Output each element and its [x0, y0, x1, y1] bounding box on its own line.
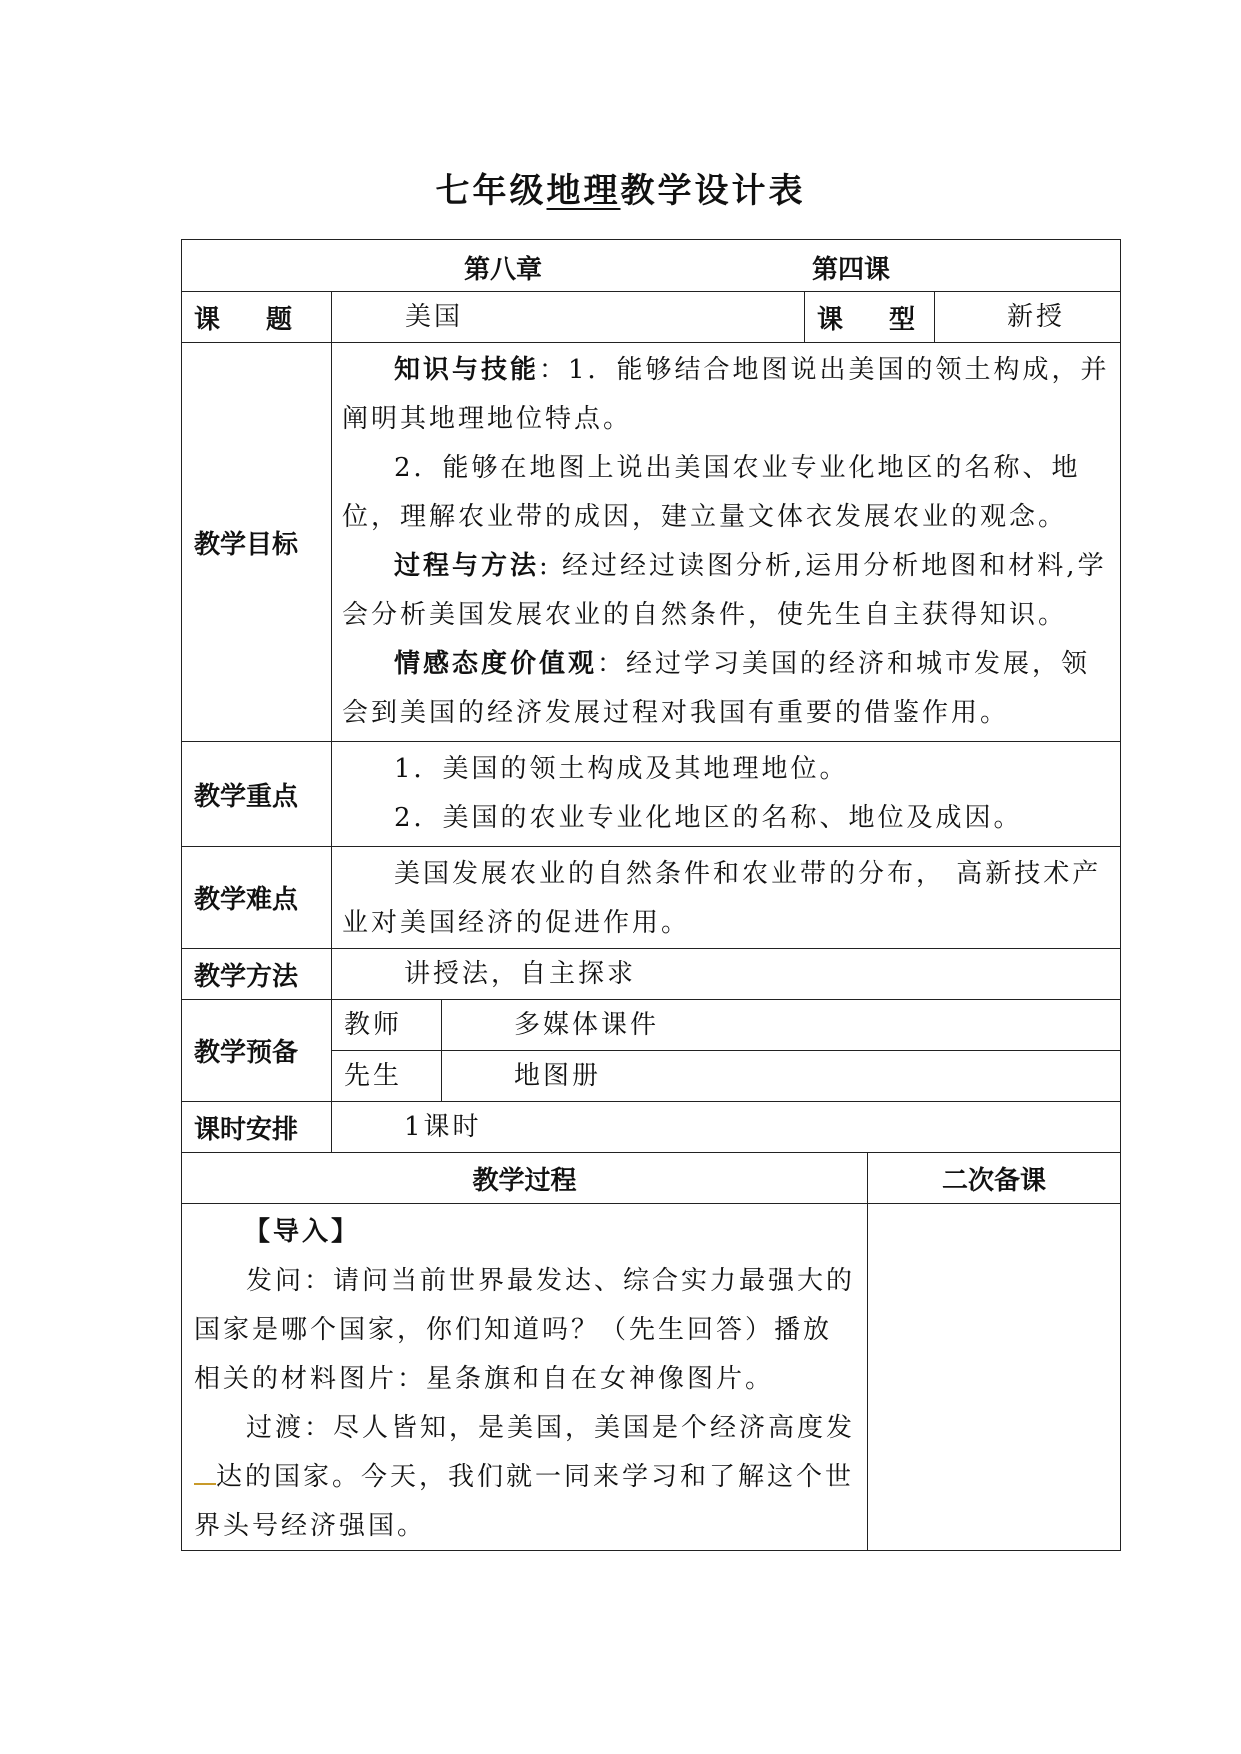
methods-text: 讲授法，自主探求 — [404, 958, 637, 989]
topic-label-cell — [181, 291, 332, 343]
lesson-label: 第四课 — [812, 255, 891, 285]
topic-value-cell — [331, 291, 805, 343]
keypoints-content — [331, 741, 1121, 847]
objectives-label: 教学目标 — [194, 529, 299, 560]
keypoints-label: 教学重点 — [194, 781, 299, 812]
second-prep-content — [867, 1203, 1121, 1551]
process-question: 发问：请问当前世界最发达、综合实力最强大的国家是哪个国家，你们知道吗？（先生回答）播放相关的材料图片：星条旗和自在女神像图片。 — [194, 1266, 856, 1394]
schedule-content — [331, 1101, 1121, 1153]
blank-underline — [194, 1463, 216, 1485]
process-header-left — [181, 1152, 868, 1204]
process-content — [181, 1203, 868, 1551]
keypoint-item: 2．美国的农业专业化地区的名称、地位及成因。 — [394, 803, 1023, 833]
keypoints-label-cell — [181, 741, 332, 847]
difficulties-text: 美国发展农业的自然条件和农业带的分布， 高新技术产业对美国经济的促进作用。 — [342, 859, 1102, 938]
prep-teacher-what-cell — [441, 999, 1121, 1051]
topic-value: 美国 — [405, 301, 464, 332]
prep-what: 地图册 — [514, 1060, 602, 1091]
objective-emotion: 情感态度价值观：经过学习美国的经济和城市发展，领会到美国的经济发展过程对我国有重要的借鉴作用。 — [342, 649, 1091, 728]
prep-who: 先生 — [344, 1060, 403, 1091]
objective-knowledge-2: 2．能够在地图上说出美国农业专业化地区的名称、地位，理解农业带的成因，建立量文体衣发展农业的观念。 — [342, 453, 1081, 532]
objectives-label-cell — [181, 342, 332, 742]
prep-student-cell — [331, 1050, 442, 1102]
difficulties-content — [331, 846, 1121, 949]
prep-teacher-cell — [331, 999, 442, 1051]
prep-what: 多媒体课件 — [514, 1009, 660, 1040]
process-header-right — [867, 1152, 1121, 1204]
difficulties-label-cell — [181, 846, 332, 949]
type-label-cell — [804, 291, 935, 343]
objectives-content — [331, 342, 1121, 742]
type-value-cell — [934, 291, 1121, 343]
second-prep-header-label: 二次备课 — [941, 1165, 1046, 1196]
page-title: 七年级地理教学设计表 — [435, 171, 806, 211]
preparation-label-cell — [181, 999, 332, 1102]
topic-label: 课 题 — [194, 304, 303, 335]
type-label: 课 型 — [817, 304, 926, 335]
methods-label-cell — [181, 948, 332, 1000]
process-section-title: 【导入】 — [244, 1217, 361, 1247]
type-value: 新授 — [1007, 301, 1066, 332]
process-transition: 过渡：尽人皆知，是美国，美国是个经济高度发达的国家。今天，我们就一同来学习和了解这个世界头号经济强国。 — [194, 1413, 856, 1541]
preparation-label: 教学预备 — [194, 1038, 299, 1068]
prep-who: 教师 — [344, 1009, 403, 1040]
prep-student-what-cell — [441, 1050, 1121, 1102]
methods-label: 教学方法 — [194, 961, 299, 992]
chapter-label: 第八章 — [464, 255, 543, 285]
keypoint-item: 1．美国的领土构成及其地理地位。 — [394, 754, 849, 784]
process-header-label: 教学过程 — [472, 1165, 577, 1196]
difficulties-label: 教学难点 — [194, 885, 299, 915]
schedule-label: 课时安排 — [194, 1114, 299, 1145]
schedule-label-cell — [181, 1101, 332, 1153]
header-row — [181, 239, 1121, 292]
schedule-text: 1课时 — [404, 1111, 482, 1142]
objective-process: 过程与方法: 经过经过读图分析,运用分析地图和材料,学会分析美国发展农业的自然条件，使先生自主获得知识。 — [342, 551, 1107, 630]
objective-knowledge: 知识与技能：1．能够结合地图说出美国的领土构成，并阐明其地理地位特点。 — [342, 355, 1110, 434]
methods-content — [331, 948, 1121, 1000]
